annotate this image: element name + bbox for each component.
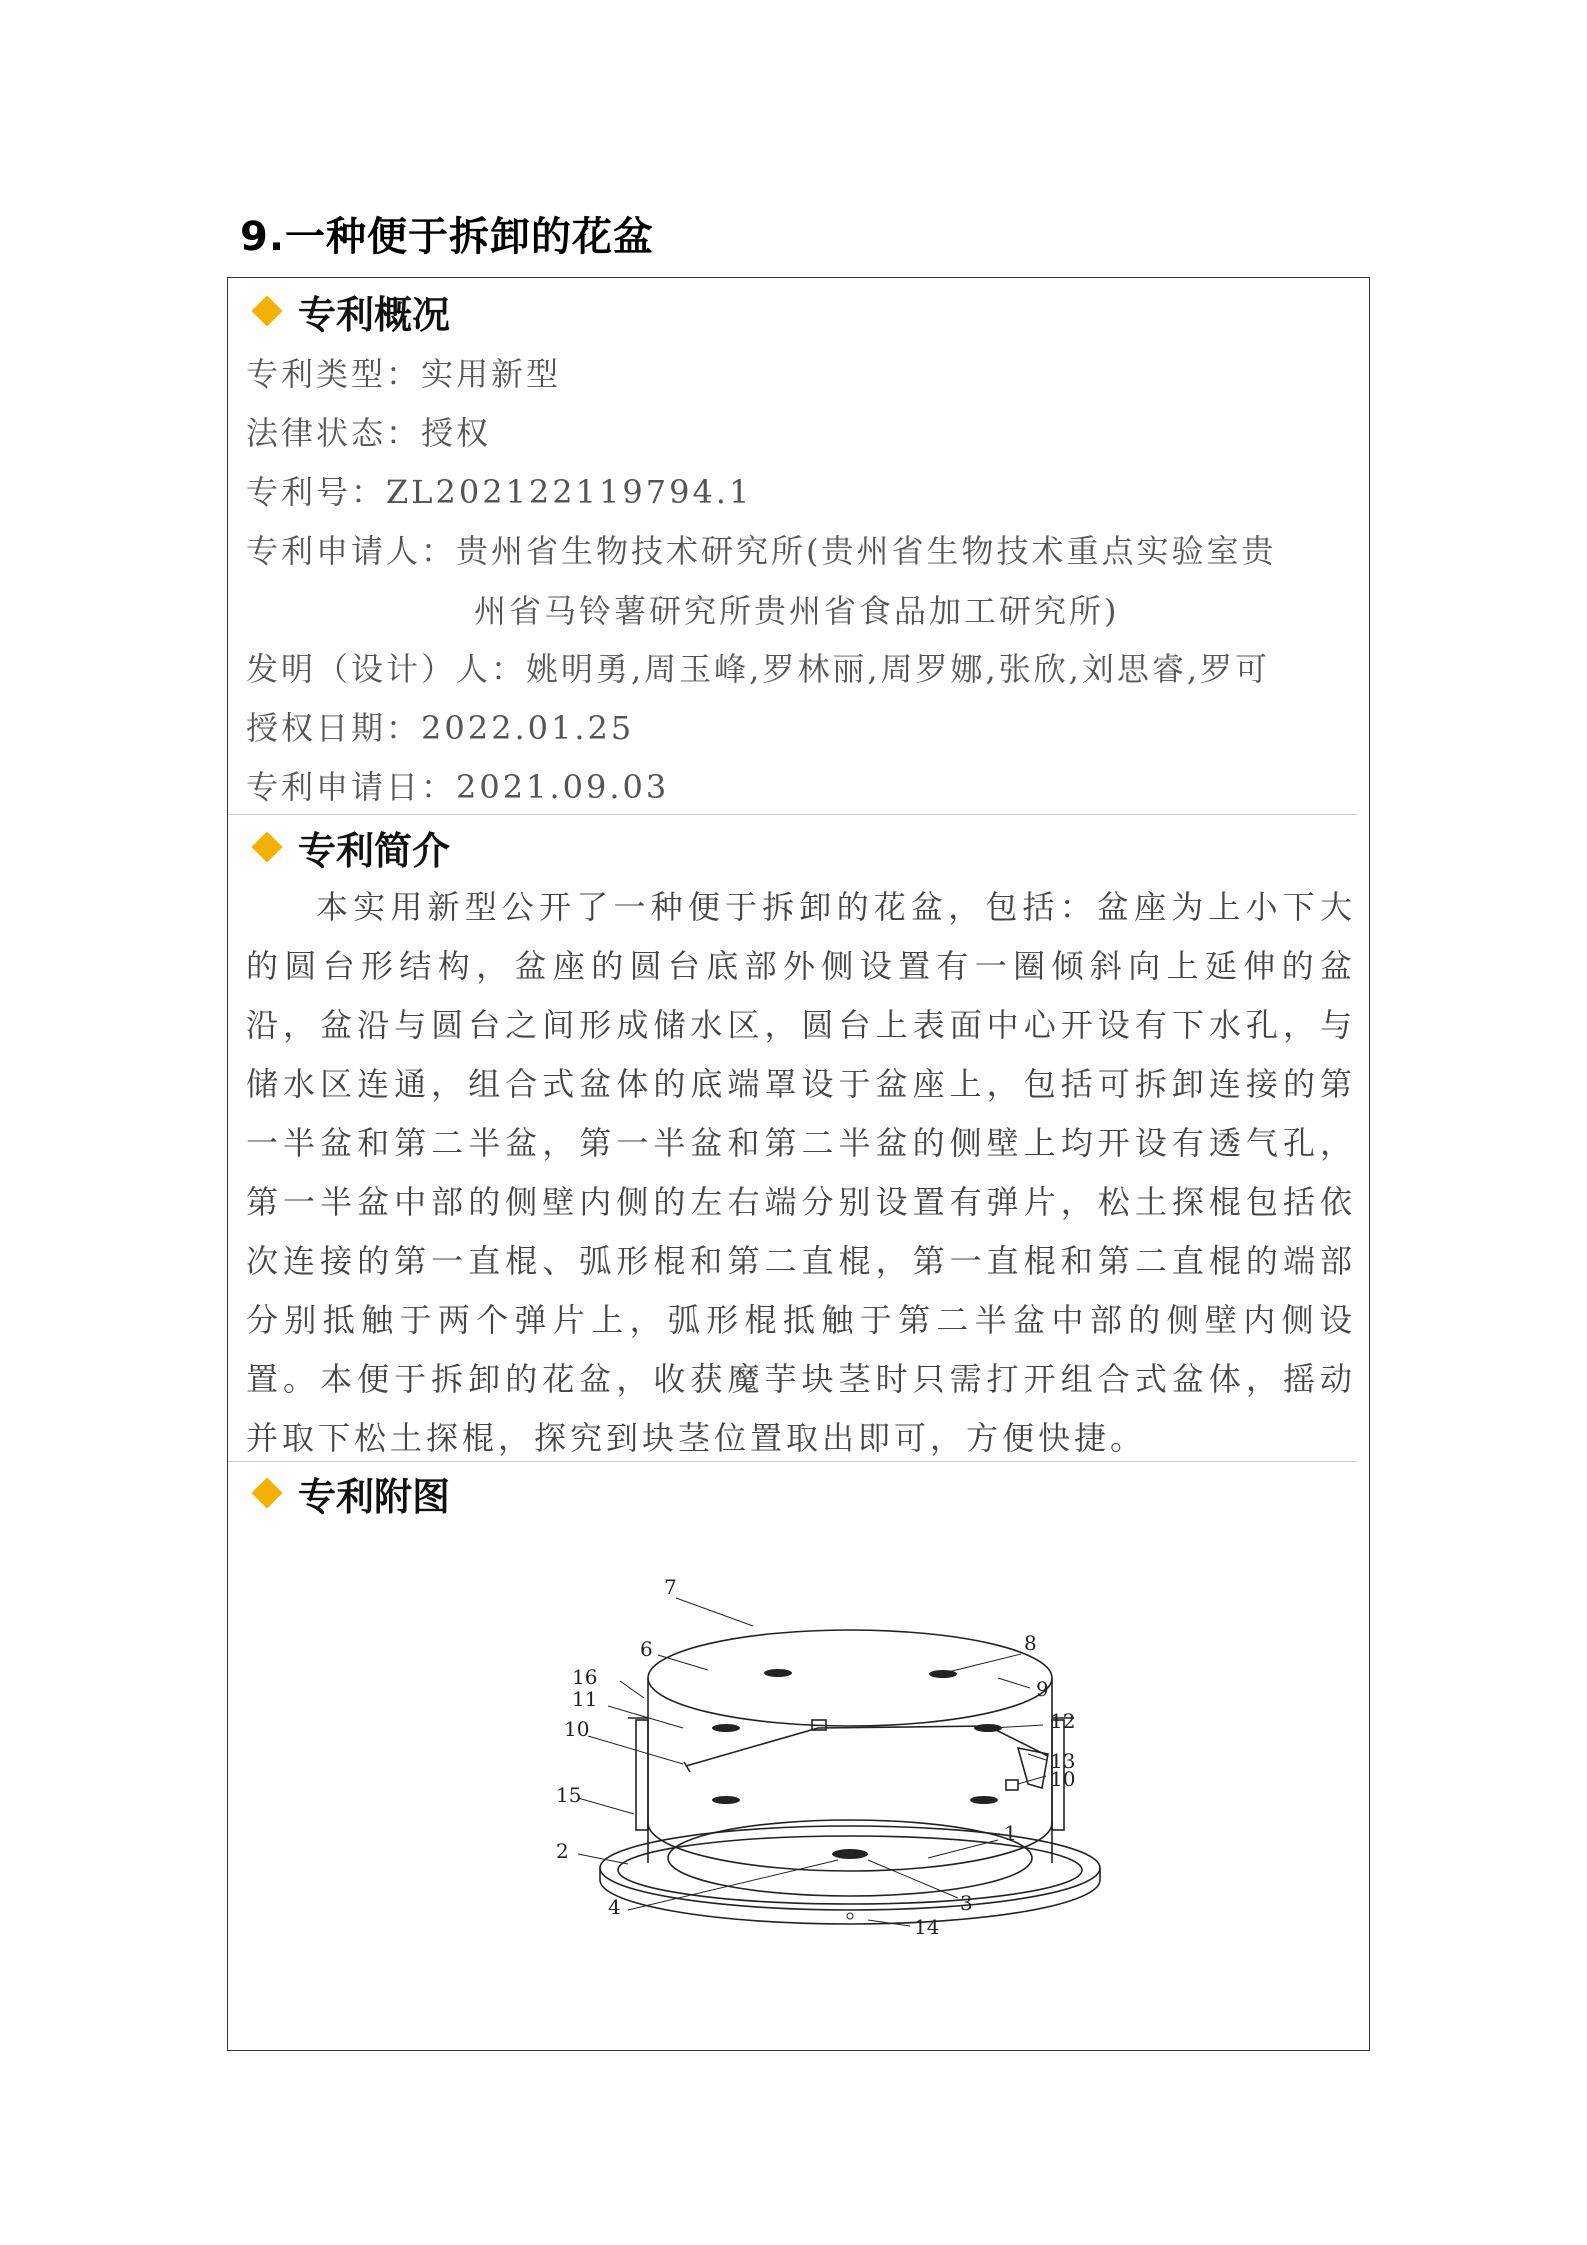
overview-section-header	[248, 286, 450, 336]
diamond-bullet-icon	[251, 831, 282, 862]
label-15: 15	[556, 1783, 582, 1807]
patent-figure	[428, 1578, 1148, 1962]
diamond-bullet-icon	[251, 295, 282, 326]
label-6: 6	[640, 1637, 653, 1661]
flowerpot-drawing	[428, 1578, 1148, 1958]
label-8: 8	[1024, 1631, 1037, 1655]
overview-heading: 专利概况	[298, 292, 451, 337]
application-date: 专利申请日：2021.09.03	[246, 768, 670, 806]
label-16: 16	[572, 1665, 598, 1689]
label-7: 7	[664, 1578, 677, 1599]
summary-section-header	[248, 822, 450, 872]
label-10-left: 10	[564, 1717, 590, 1741]
label-2: 2	[556, 1839, 569, 1863]
label-13: 13	[1050, 1749, 1076, 1773]
summary-text: 本实用新型公开了一种便于拆卸的花盆，包括：盆座为上小下大的圆台形结构，盆座的圆台底部外侧设置有一圈倾斜向上延伸的盆沿，盆沿与圆台之间形成储水区，圆台上表面中心开设有下水孔，与储水区连通，组合式盆体的底端罩设于盆座上，包括可拆卸连接的第一半盆和第二半盆，第一半盆和第二半盆的侧壁上均开设有透气孔，第一半盆中部的侧壁内侧的左右端分别设置有弹片，松土探棍包括依次连接的第一直棍、弧形棍和第二直棍，第一直棍和第二直棍的端部分别抵触于两个弹片上，弧形棍抵触于第二半盆中部的侧壁内侧设置。本便于拆卸的花盆，收获魔芋块茎时只需打开组合式盆体，摇动并取下松土探棍，探究到块茎位置取出即可，方便快捷。	[246, 888, 1356, 1457]
patent-applicant	[246, 526, 1277, 632]
label-3: 3	[960, 1891, 973, 1915]
patent-info-box	[227, 277, 1370, 2051]
document-title: 9.一种便于拆卸的花盆	[240, 214, 655, 260]
inventors: 发明（设计）人：姚明勇,周玉峰,罗林丽,周罗娜,张欣,刘思睿,罗可	[246, 650, 1271, 688]
divider	[228, 1461, 1357, 1462]
patent-number: 专利号：ZL202122119794.1	[246, 473, 753, 511]
divider	[228, 814, 1357, 815]
label-10-right: 10	[1050, 1767, 1076, 1791]
label-9: 9	[1036, 1677, 1049, 1701]
label-4: 4	[608, 1895, 621, 1919]
label-12: 12	[1050, 1709, 1076, 1733]
legal-status: 法律状态：授权	[246, 414, 492, 452]
label-14: 14	[914, 1915, 940, 1939]
applicant-line-2: 州省马铃薯研究所贵州省食品加工研究所)	[474, 592, 1120, 630]
summary-heading: 专利简介	[298, 828, 451, 873]
patent-type: 专利类型：实用新型	[246, 355, 562, 393]
grant-date: 授权日期：2022.01.25	[246, 709, 635, 747]
applicant-line-1: 专利申请人：贵州省生物技术研究所(贵州省生物技术重点实验室贵	[246, 532, 1277, 570]
label-11: 11	[572, 1687, 598, 1711]
label-1: 1	[1004, 1821, 1017, 1845]
figure-section-header	[248, 1468, 450, 1518]
diamond-bullet-icon	[251, 1477, 282, 1508]
figure-heading: 专利附图	[298, 1474, 451, 1519]
